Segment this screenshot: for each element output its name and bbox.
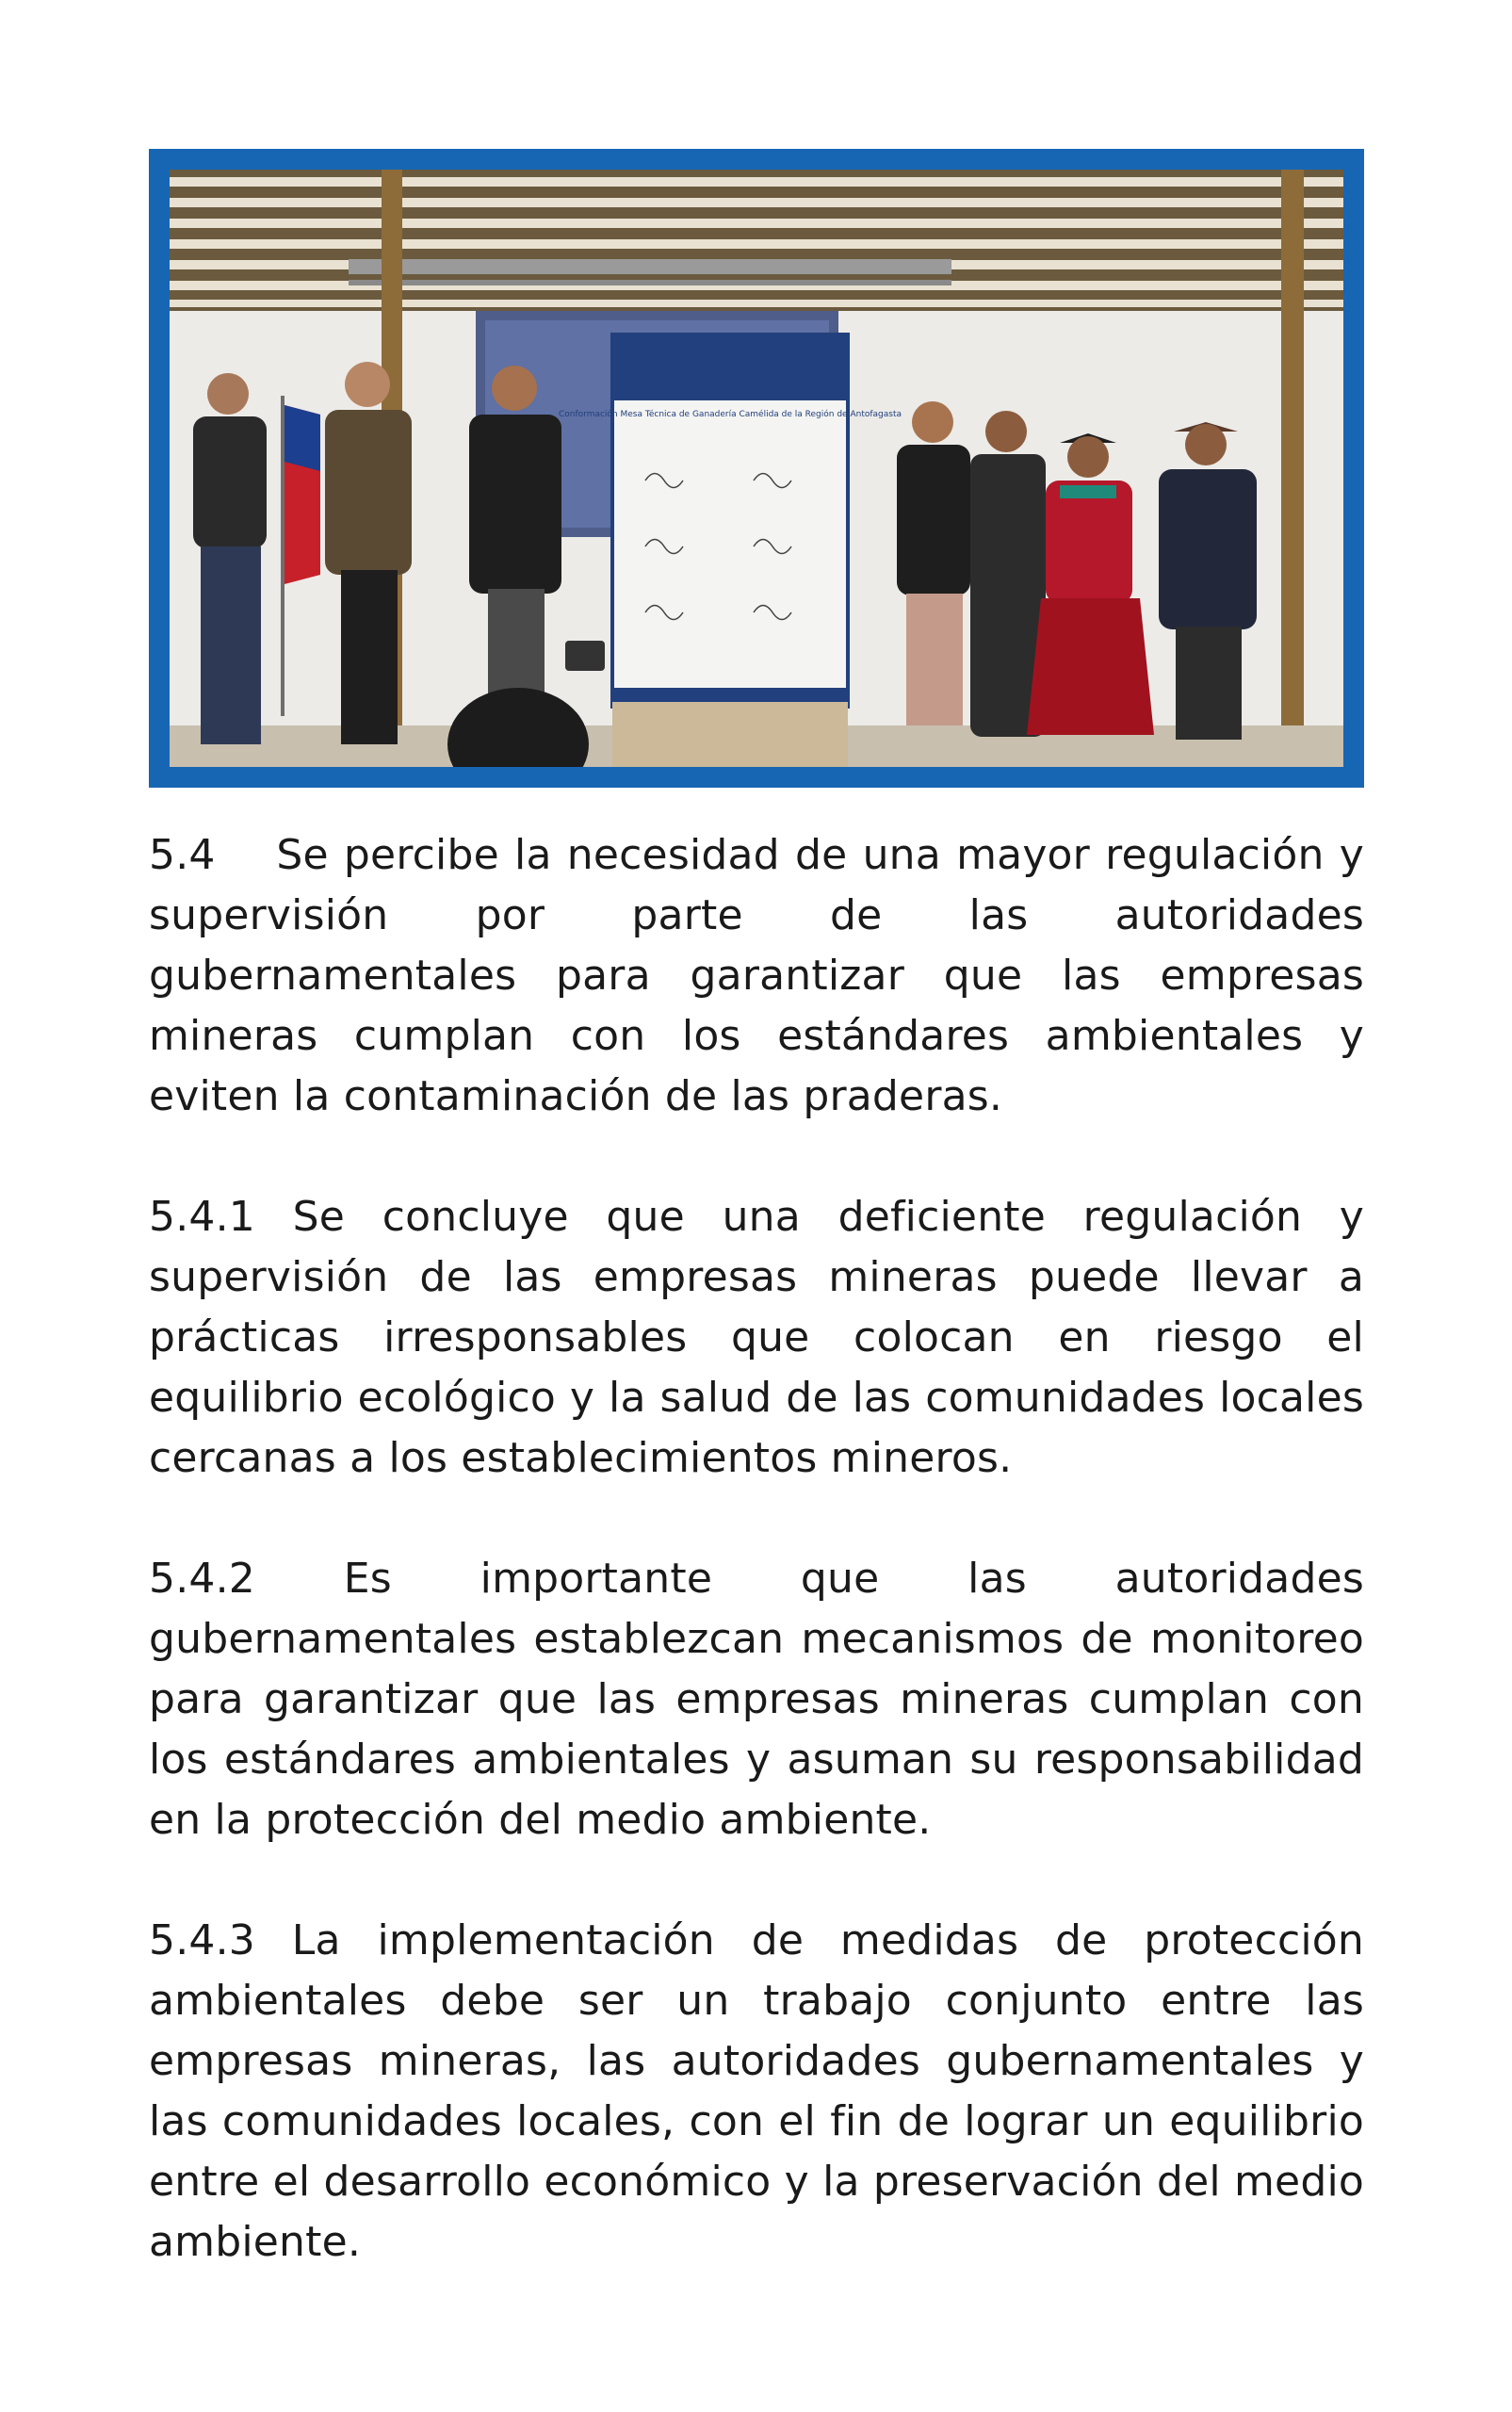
document-body xyxy=(149,825,1364,2333)
section-number: 5.4 xyxy=(149,831,216,879)
section-number: 5.4.2 xyxy=(149,1555,255,1603)
event-photo-frame xyxy=(149,149,1364,788)
section-5-4-1 xyxy=(149,1187,1364,1489)
section-text: Es importante que las autoridades gubernamentales establezcan mecanismos de monitoreo para garantizar que las empresas mineras cumplan con los estándares ambientales y asuman su responsabilidad en la protección del medio ambiente. xyxy=(149,1555,1364,1844)
section-text: Se percibe la necesidad de una mayor regulación y supervisión por parte de las autoridades gubernamentales para garantizar que las empresas mineras cumplan con los estándares ambientales y eviten la contaminación de las praderas. xyxy=(149,831,1364,1120)
section-text: Se concluye que una deficiente regulación y supervisión de las empresas mineras puede llevar a prácticas irresponsables que colocan en riesgo el equilibrio ecológico y la salud de las comunidades locales cercanas a los establecimientos mineros. xyxy=(149,1193,1365,1482)
section-number: 5.4.3 xyxy=(149,1916,255,1964)
section-text: La implementación de medidas de protección ambientales debe ser un trabajo conjunto entre las empresas mineras, las autoridades gubernamentales y las comunidades locales, con el fin de lograr un equilibrio entre el desarrollo económico y la preservación del medio ambiente. xyxy=(149,1916,1364,2266)
section-5-4-2 xyxy=(149,1549,1364,1850)
banner-title: Conformación Mesa Técnica de Ganadería Camélida de la Región de Antofagasta xyxy=(558,410,902,419)
event-photo xyxy=(170,170,1343,767)
section-number: 5.4.1 xyxy=(149,1193,255,1241)
event-photo-illustration xyxy=(170,170,1343,767)
section-5-4-3 xyxy=(149,1911,1364,2273)
section-5-4 xyxy=(149,825,1364,1127)
